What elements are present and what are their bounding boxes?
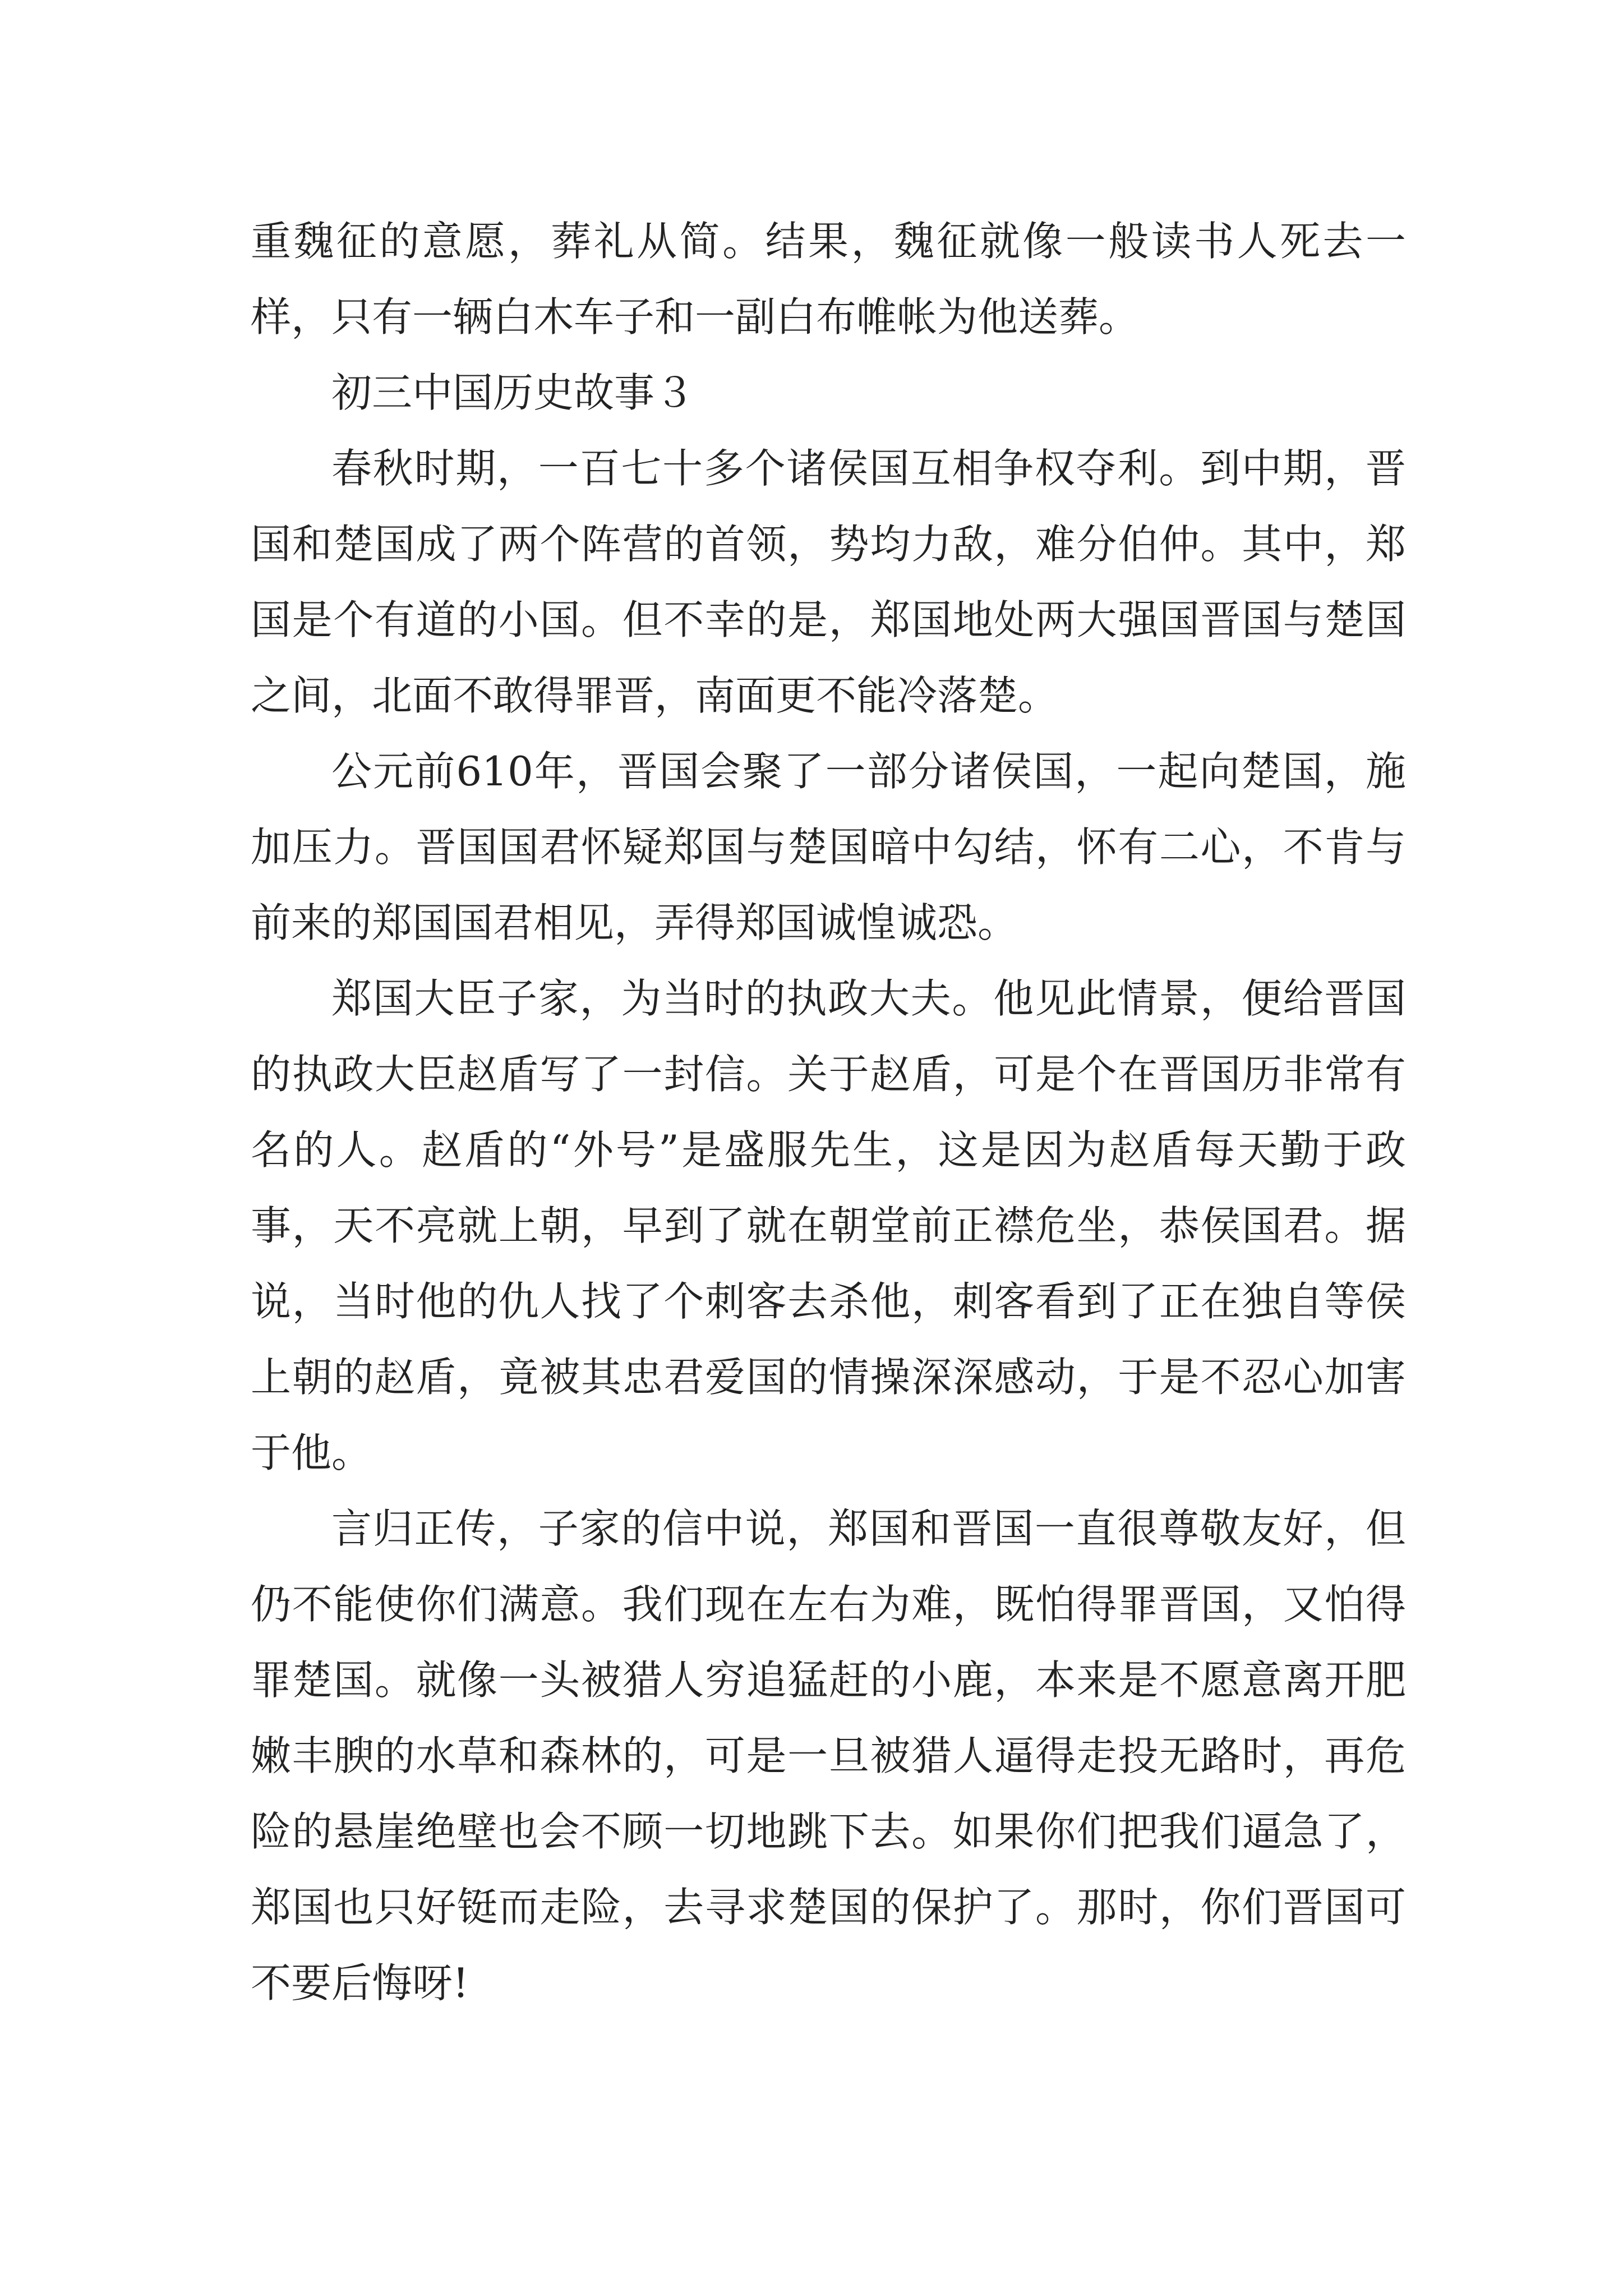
paragraph: 郑国大臣子家，为当时的执政大夫。他见此情景，便给晋国的执政大臣赵盾写了一封信。关于赵盾，可是个在晋国历非常有名的人。赵盾的“外号”是盛服先生，这是因为赵盾每天勤于政事，天不亮就上朝，早到了就在朝堂前正襟危坐，恭侯国君。据说，当时他的仇人找了个刺客去杀他，刺客看到了正在独自等侯上朝的赵盾，竟被其忠君爱国的情操深深感动，于是不忍心加害于他。 bbox=[251, 975, 1406, 1476]
paragraph: 春秋时期，一百七十多个诸侯国互相争权夺利。到中期，晋国和楚国成了两个阵营的首领，势均力敌，难分伯仲。其中，郑国是个有道的小国。但不幸的是，郑国地处两大强国晋国与楚国之间，北面不敢得罪晋，南面更不能冷落楚。 bbox=[251, 445, 1406, 719]
section-heading: 初三中国历史故事３ bbox=[331, 369, 695, 416]
paragraph: 言归正传，子家的信中说，郑国和晋国一直很尊敬友好，但仍不能使你们满意。我们现在左右为难，既怕得罪晋国，又怕得罪楚国。就像一头被猎人穷追猛赶的小鹿，本来是不愿意离开肥嫩丰腴的水草和森林的，可是一旦被猎人逼得走投无路时，再危险的悬崖绝壁也会不顾一切地跳下去。如果你们把我们逼急了，郑国也只好铤而走险，去寻求楚国的保护了。那时，你们晋国可不要后悔呀! bbox=[251, 1505, 1406, 2007]
paragraph: 公元前610年，晋国会聚了一部分诸侯国，一起向楚国，施加压力。晋国国君怀疑郑国与楚国暗中勾结，怀有二心，不肯与前来的郑国国君相见，弄得郑国诚惶诚恐。 bbox=[251, 748, 1406, 946]
paragraph-continuation: 重魏征的意愿，葬礼从简。结果，魏征就像一般读书人死去一样，只有一辆白木车子和一副白布帷帐为他送葬。 bbox=[251, 218, 1406, 341]
document-body bbox=[251, 204, 1406, 2021]
